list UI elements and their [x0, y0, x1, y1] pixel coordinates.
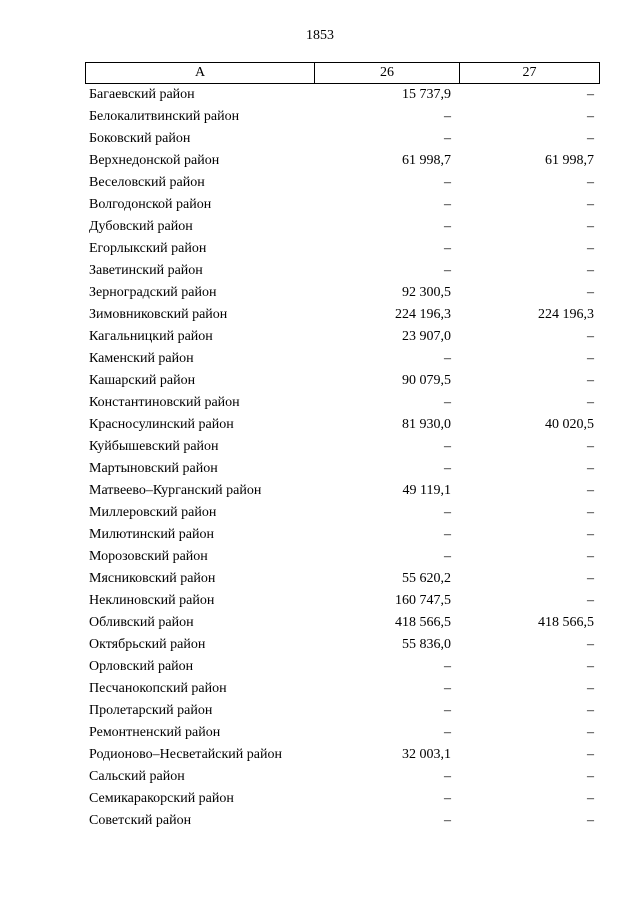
district-name-cell: Константиновский район [89, 395, 240, 410]
value-27-cell: – [587, 813, 594, 828]
value-26-cell: 160 747,5 [395, 593, 451, 608]
district-name-cell: Куйбышевский район [89, 439, 219, 454]
district-name-cell: Боковский район [89, 131, 191, 146]
district-name-cell: Мартыновский район [89, 461, 218, 476]
table-row [85, 150, 600, 172]
district-name-cell: Зерноградский район [89, 285, 217, 300]
table-row [85, 568, 600, 590]
value-26-cell: – [444, 175, 451, 190]
value-27-cell: – [587, 263, 594, 278]
value-27-cell: 40 020,5 [545, 417, 594, 432]
table-row [85, 216, 600, 238]
table-row [85, 722, 600, 744]
value-26-cell: 15 737,9 [402, 87, 451, 102]
table-row [85, 744, 600, 766]
value-27-cell: – [587, 747, 594, 762]
table-row [85, 436, 600, 458]
table-row [85, 546, 600, 568]
table-row [85, 392, 600, 414]
value-26-cell: 23 907,0 [402, 329, 451, 344]
district-name-cell: Сальский район [89, 769, 185, 784]
value-26-cell: 81 930,0 [402, 417, 451, 432]
district-name-cell: Семикаракорский район [89, 791, 234, 806]
district-name-cell: Пролетарский район [89, 703, 213, 718]
value-26-cell: 61 998,7 [402, 153, 451, 168]
value-27-cell: – [587, 175, 594, 190]
value-27-cell: – [587, 549, 594, 564]
district-name-cell: Морозовский район [89, 549, 208, 564]
district-name-cell: Веселовский район [89, 175, 205, 190]
table-row [85, 260, 600, 282]
header-column-a: А [86, 63, 315, 83]
table-row [85, 590, 600, 612]
value-27-cell: – [587, 505, 594, 520]
district-name-cell: Октябрьский район [89, 637, 206, 652]
value-27-cell: – [587, 725, 594, 740]
value-27-cell: – [587, 197, 594, 212]
value-26-cell: – [444, 813, 451, 828]
value-27-cell: – [587, 285, 594, 300]
district-name-cell: Матвеево–Курганский район [89, 483, 262, 498]
table-row [85, 106, 600, 128]
value-26-cell: – [444, 263, 451, 278]
district-name-cell: Заветинский район [89, 263, 203, 278]
table-row [85, 84, 600, 106]
value-27-cell: – [587, 395, 594, 410]
value-27-cell: – [587, 439, 594, 454]
value-26-cell: 49 119,1 [402, 483, 451, 498]
data-table [85, 62, 600, 832]
table-row [85, 656, 600, 678]
district-name-cell: Ремонтненский район [89, 725, 221, 740]
value-27-cell: – [587, 769, 594, 784]
value-27-cell: – [587, 571, 594, 586]
value-27-cell: – [587, 351, 594, 366]
value-27-cell: – [587, 681, 594, 696]
district-name-cell: Песчанокопский район [89, 681, 227, 696]
value-27-cell: – [587, 219, 594, 234]
value-26-cell: – [444, 241, 451, 256]
district-name-cell: Кашарский район [89, 373, 196, 388]
value-27-cell: – [587, 483, 594, 498]
table-row [85, 304, 600, 326]
table-row [85, 788, 600, 810]
district-name-cell: Багаевский район [89, 87, 195, 102]
table-row [85, 810, 600, 832]
table-body [85, 84, 600, 832]
district-name-cell: Зимовниковский район [89, 307, 228, 322]
value-26-cell: 32 003,1 [402, 747, 451, 762]
value-27-cell: – [587, 637, 594, 652]
value-26-cell: – [444, 109, 451, 124]
value-26-cell: – [444, 791, 451, 806]
value-26-cell: – [444, 703, 451, 718]
table-row [85, 128, 600, 150]
value-26-cell: 55 836,0 [402, 637, 451, 652]
table-header-row [85, 62, 600, 84]
district-name-cell: Верхнедонской район [89, 153, 220, 168]
district-name-cell: Неклиновский район [89, 593, 215, 608]
table-row [85, 172, 600, 194]
value-27-cell: – [587, 593, 594, 608]
table-row [85, 194, 600, 216]
district-name-cell: Красносулинский район [89, 417, 234, 432]
district-name-cell: Дубовский район [89, 219, 193, 234]
table-row [85, 634, 600, 656]
value-27-cell: 418 566,5 [538, 615, 594, 630]
value-26-cell: – [444, 439, 451, 454]
value-26-cell: – [444, 131, 451, 146]
value-27-cell: – [587, 659, 594, 674]
value-26-cell: – [444, 681, 451, 696]
table-row [85, 766, 600, 788]
value-27-cell: – [587, 791, 594, 806]
header-column-27: 27 [522, 65, 537, 80]
table-row [85, 524, 600, 546]
value-27-cell: 224 196,3 [538, 307, 594, 322]
value-27-cell: – [587, 87, 594, 102]
value-27-cell: – [587, 703, 594, 718]
table-row [85, 282, 600, 304]
value-27-cell: – [587, 527, 594, 542]
district-name-cell: Родионово–Несветайский район [89, 747, 282, 762]
value-26-cell: 92 300,5 [402, 285, 451, 300]
district-name-cell: Белокалитвинский район [89, 109, 240, 124]
table-row [85, 370, 600, 392]
table-row [85, 458, 600, 480]
value-27-cell: 61 998,7 [545, 153, 594, 168]
table-row [85, 480, 600, 502]
value-26-cell: 224 196,3 [395, 307, 451, 322]
district-name-cell: Кагальницкий район [89, 329, 213, 344]
district-name-cell: Егорлыкский район [89, 241, 207, 256]
value-26-cell: – [444, 527, 451, 542]
value-27-cell: – [587, 131, 594, 146]
value-26-cell: – [444, 219, 451, 234]
district-name-cell: Милютинский район [89, 527, 215, 542]
value-27-cell: – [587, 329, 594, 344]
value-26-cell: – [444, 725, 451, 740]
value-26-cell: – [444, 461, 451, 476]
value-26-cell: 55 620,2 [402, 571, 451, 586]
table-row [85, 326, 600, 348]
district-name-cell: Орловский район [89, 659, 194, 674]
value-26-cell: 418 566,5 [395, 615, 451, 630]
value-27-cell: – [587, 373, 594, 388]
district-name-cell: Советский район [89, 813, 192, 828]
district-name-cell: Каменский район [89, 351, 194, 366]
value-26-cell: – [444, 351, 451, 366]
value-27-cell: – [587, 109, 594, 124]
table-row [85, 678, 600, 700]
value-26-cell: – [444, 659, 451, 674]
district-name-cell: Волгодонской район [89, 197, 212, 212]
value-26-cell: – [444, 505, 451, 520]
value-27-cell: – [587, 461, 594, 476]
district-name-cell: Мясниковский район [89, 571, 216, 586]
value-27-cell: – [587, 241, 594, 256]
page-number: 1853 [306, 28, 334, 43]
table-row [85, 502, 600, 524]
table-row [85, 348, 600, 370]
value-26-cell: – [444, 197, 451, 212]
table-row [85, 414, 600, 436]
table-row [85, 238, 600, 260]
value-26-cell: – [444, 549, 451, 564]
district-name-cell: Миллеровский район [89, 505, 217, 520]
header-column-26: 26 [315, 63, 460, 83]
district-name-cell: Обливский район [89, 615, 194, 630]
value-26-cell: – [444, 395, 451, 410]
table-row [85, 612, 600, 634]
table-row [85, 700, 600, 722]
value-26-cell: 90 079,5 [402, 373, 451, 388]
value-26-cell: – [444, 769, 451, 784]
